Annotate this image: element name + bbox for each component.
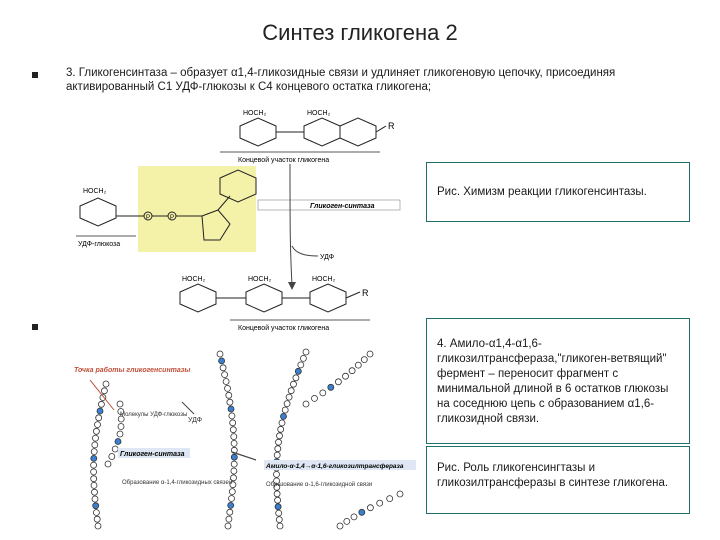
phos-2: P [170, 215, 175, 221]
glucose-residue [115, 439, 121, 445]
molecules-label: Молекулы УДФ-глюкозы [120, 412, 188, 418]
glucose-residue [226, 392, 232, 398]
bottom-hoch2-a: HOCH₂ [182, 276, 206, 283]
glucose-residue [94, 516, 100, 522]
bullet-item4 [32, 324, 38, 330]
glucose-residue [118, 424, 124, 430]
fig-glycogen-synthase-reaction [70, 106, 402, 340]
item4-box [426, 318, 690, 444]
glucose-residue [278, 426, 284, 432]
glucose-residue [98, 401, 104, 407]
fig-glycogen-branching [70, 344, 420, 534]
top-r: R [388, 121, 395, 131]
glucose-residue [227, 399, 233, 405]
glucose-residue [303, 349, 309, 355]
bottom-hoch2-c: HOCH₂ [312, 276, 336, 283]
fig1-caption: Рис. Химизм реакции гликогенсинтазы. [437, 186, 647, 198]
glucose-residue [109, 454, 115, 460]
glucose-residue [93, 435, 99, 441]
fig2-caption: Рис. Роль гликогенсингтазы и гликозилтрансферазы в синтезе гликогена. [437, 462, 669, 489]
enzyme-label: Гликоген-синтаза [310, 203, 375, 210]
form14-label: Образование α-1,4-гликозидных связей [122, 480, 233, 486]
glucose-residue [105, 461, 111, 467]
udp-label-2: УДФ [188, 417, 203, 424]
fig1-caption-box [426, 162, 690, 222]
glucose-residue [225, 523, 231, 529]
glucose-residue [96, 415, 102, 421]
glucose-residue [92, 489, 98, 495]
udpg-label: УДФ-глюкоза [78, 241, 121, 248]
glucose-residue [219, 358, 225, 364]
slide-title: Синтез гликогена 2 [262, 20, 458, 45]
glucose-residue [91, 462, 97, 468]
site-label: Точка работы гликогенсинтазы [74, 367, 191, 374]
glucose-residue [274, 491, 280, 497]
glucose-residue [284, 401, 290, 407]
glucose-residue [275, 504, 281, 510]
glucose-residue [343, 373, 349, 379]
glucose-residue [93, 428, 99, 434]
udpg-highlight [138, 166, 256, 252]
glucose-residue [282, 407, 288, 413]
glucose-residue [276, 439, 282, 445]
glucose-residue [300, 355, 306, 361]
glucose-residue [103, 381, 109, 387]
bottom-r: R [362, 288, 369, 298]
glucose-residue [91, 482, 97, 488]
glucose-residue [361, 357, 367, 363]
glucose-residue [312, 395, 318, 401]
glucose-residue [355, 362, 361, 368]
glucose-residue [117, 431, 123, 437]
item4-text: 4. Амило-α1,4-α1,6-гликозилтрансфераза,"гликоген-ветвящий" фермент – переносит фрагмент с минимальной длиной в 6 остатков глюкозы на соседнюю цепь с образованием α1,6-гликозидной связи. [437, 338, 669, 425]
glucose-residue [101, 388, 107, 394]
glucose-residue [91, 469, 97, 475]
glucose-residue [112, 446, 118, 452]
glucose-residue [275, 497, 281, 503]
glucose-residue [279, 420, 285, 426]
top-hoch2: HOCH₂ [243, 110, 267, 117]
glucose-residue [351, 514, 357, 520]
glucose-residue [377, 500, 383, 506]
glucose-residue [230, 420, 236, 426]
glucose-residue [274, 452, 280, 458]
glucose-residue [95, 523, 101, 529]
glucose-residue [335, 379, 341, 385]
glucose-residue [230, 427, 236, 433]
glucose-residue [231, 468, 237, 474]
glucose-residue [291, 381, 297, 387]
glucose-residue [223, 379, 229, 385]
glucose-residue [225, 385, 231, 391]
glucose-residue [303, 401, 309, 407]
glucose-residue [359, 509, 365, 515]
glucose-residue [229, 413, 235, 419]
glucose-residue [231, 454, 237, 460]
glucose-residue [295, 368, 301, 374]
enzyme2-label: Амило-α-1,4→α-1,6-гликозилтрансфераза [266, 463, 404, 470]
item3-text: 3. Гликогенсинтаза – образует α1,4-гликозидные связи и удлиняет гликогеновую цепочку, присоединяя активированный С1 УДФ-глюкозы к С4 концевого остатка гликогена; [66, 67, 616, 93]
glucose-residue [337, 523, 343, 529]
glucose-residue [288, 388, 294, 394]
glucose-residue [97, 408, 103, 414]
bullet-item3 [32, 72, 38, 78]
fig2-caption-box [426, 446, 690, 514]
udpg-hoch2: HOCH₂ [83, 188, 107, 195]
bottom-hoch2-b: HOCH₂ [248, 276, 272, 283]
glucose-residue [228, 406, 234, 412]
glucose-residue [293, 375, 299, 381]
glucose-residue [274, 471, 280, 477]
top-hoch2-b: HOCH₂ [307, 110, 331, 117]
glucose-residue [231, 440, 237, 446]
glucose-residue [229, 489, 235, 495]
glucose-residue [228, 502, 234, 508]
udp-label: УДФ [320, 254, 335, 261]
glucose-residue [227, 509, 233, 515]
glucose-residue [95, 422, 101, 428]
glucose-residue [92, 496, 98, 502]
glucose-residue [220, 365, 226, 371]
glucose-residue [91, 455, 97, 461]
glucose-residue [117, 401, 123, 407]
glucose-residue [277, 433, 283, 439]
glucose-residue [229, 496, 235, 502]
glucose-residue [320, 390, 326, 396]
glucose-residue [91, 476, 97, 482]
glucose-residue [275, 446, 281, 452]
glucose-residue [367, 505, 373, 511]
glucose-residue [298, 362, 304, 368]
glucose-residue [231, 434, 237, 440]
glucose-residue [276, 517, 282, 523]
glucose-residue [222, 372, 228, 378]
glucose-residue [276, 510, 282, 516]
glucose-residue [367, 351, 373, 357]
phos-1: P [146, 215, 151, 221]
glucose-residue [91, 449, 97, 455]
top-chain-label: Концевой участок гликогена [238, 157, 330, 164]
glucose-residue [93, 503, 99, 509]
glucose-residue [92, 442, 98, 448]
glucose-residue [387, 496, 393, 502]
glucose-residue [93, 510, 99, 516]
form16-label: Образование α-1,6-гликозидной связи [266, 482, 373, 488]
glucose-residue [328, 384, 334, 390]
glucose-residue [231, 461, 237, 467]
glucose-residue [281, 413, 287, 419]
glucose-residue [217, 351, 223, 357]
glucose-residue [344, 518, 350, 524]
glucose-residue [349, 368, 355, 374]
bottom-chain-label: Концевой участок гликогена [238, 325, 330, 332]
enzyme1-label: Гликоген-синтаза [120, 451, 185, 458]
glucose-residue [397, 491, 403, 497]
glucose-residue [277, 523, 283, 529]
glucose-residue [226, 516, 232, 522]
glucose-residue [286, 394, 292, 400]
